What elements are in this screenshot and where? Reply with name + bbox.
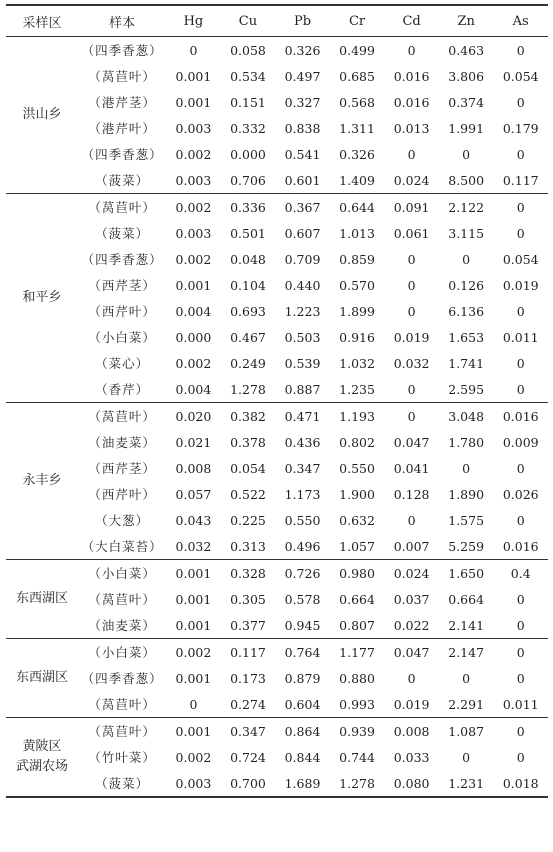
pb-cell: 0.887 [284, 381, 321, 397]
table-row [6, 63, 548, 89]
zn-cell: 0.664 [448, 591, 485, 607]
sample-cell: （油麦菜） [88, 435, 156, 450]
as-cell: 0 [516, 381, 525, 397]
sample-cell: （莴苣叶） [78, 403, 166, 430]
cr-cell: 1.409 [339, 172, 375, 188]
zn-cell: 0 [462, 251, 471, 267]
sample-cell: （小白菜） [78, 639, 166, 666]
pb-cell: 0.945 [284, 617, 321, 633]
cd-cell: 0.047 [393, 434, 430, 450]
cu-cell: 0.305 [230, 591, 266, 607]
hg-cell: 0.003 [175, 225, 212, 241]
cr-cell: 0.993 [339, 696, 375, 712]
cd-cell: 0.033 [393, 749, 430, 765]
sample-cell: （港芹叶） [88, 121, 156, 136]
pb-cell: 0.327 [284, 94, 321, 110]
zn-cell: 1.087 [439, 718, 494, 745]
hg-cell: 0.057 [175, 486, 212, 502]
region-cell [6, 403, 78, 560]
as-cell: 0.016 [502, 538, 539, 554]
cr-cell: 1.057 [339, 538, 375, 554]
as-cell: 0 [516, 460, 525, 476]
hg-cell: 0.001 [175, 277, 212, 293]
table-row [6, 770, 548, 797]
pb-cell: 0.496 [284, 538, 321, 554]
zn-cell: 5.259 [448, 538, 485, 554]
zn-cell: 1.780 [448, 434, 485, 450]
cr-cell: 0.499 [339, 42, 375, 58]
hg-cell: 0.002 [166, 194, 221, 221]
sample-cell: （莴苣叶） [78, 718, 166, 745]
hg-cell: 0.032 [175, 538, 212, 554]
sample-cell: （莴苣叶） [88, 69, 156, 84]
cr-cell: 0.685 [339, 68, 375, 84]
as-cell: 0 [493, 194, 548, 221]
sample-cell: （四季香葱） [81, 671, 163, 686]
cd-cell: 0.037 [393, 591, 430, 607]
sample-cell: （大白菜苔） [81, 539, 163, 554]
cd-cell: 0.032 [393, 355, 430, 371]
cd-cell: 0.019 [393, 329, 430, 345]
zn-cell: 2.122 [439, 194, 494, 221]
cu-cell: 0.467 [230, 329, 266, 345]
pb-cell: 0.604 [284, 696, 321, 712]
pb-cell: 0.503 [284, 329, 321, 345]
zn-cell: 0 [462, 460, 471, 476]
zn-cell: 0 [462, 749, 471, 765]
cd-cell: 0 [407, 303, 416, 319]
hg-cell: 0.001 [166, 718, 221, 745]
as-cell: 0.011 [502, 329, 539, 345]
hg-cell: 0.000 [175, 329, 212, 345]
hg-cell: 0.001 [175, 68, 212, 84]
sample-cell: （西芹茎） [88, 461, 156, 476]
cr-cell: 0.802 [339, 434, 375, 450]
cu-cell: 0.104 [230, 277, 266, 293]
cd-cell: 0.061 [393, 225, 430, 241]
cr-cell: 0.550 [339, 460, 375, 476]
sample-cell: （菜心） [95, 356, 150, 371]
zn-cell: 1.991 [448, 120, 485, 136]
hg-cell: 0 [189, 696, 198, 712]
cd-cell: 0.128 [393, 486, 430, 502]
zn-cell: 0 [462, 146, 471, 162]
hg-cell: 0.008 [175, 460, 212, 476]
as-cell: 0.016 [493, 403, 548, 430]
cr-cell: 0.326 [339, 146, 375, 162]
cr-cell: 1.278 [330, 770, 385, 797]
cu-cell: 0.336 [221, 194, 276, 221]
cd-cell: 0 [407, 277, 416, 293]
region-cell [6, 37, 78, 194]
as-cell: 0 [493, 718, 548, 745]
cr-cell: 1.013 [339, 225, 375, 241]
cr-cell: 0.744 [339, 749, 375, 765]
pb-cell: 0.764 [275, 639, 330, 666]
sample-cell: （四季香葱） [81, 252, 163, 267]
cr-cell: 0.664 [339, 591, 375, 607]
hg-cell: 0.001 [175, 670, 212, 686]
header-cr: Cr [330, 5, 385, 37]
cr-cell: 0.939 [330, 718, 385, 745]
header-sample: 样本 [78, 5, 166, 37]
sample-cell: （香芹） [95, 382, 150, 397]
cd-cell: 0.016 [393, 94, 430, 110]
hg-cell: 0.002 [175, 146, 212, 162]
hg-cell: 0.003 [175, 172, 212, 188]
cu-cell: 0.382 [221, 403, 276, 430]
cd-cell: 0 [407, 146, 416, 162]
sample-cell: （四季香葱） [81, 43, 163, 58]
cd-cell: 0 [407, 251, 416, 267]
header-cd: Cd [384, 5, 439, 37]
hg-cell: 0.002 [175, 355, 212, 371]
as-cell: 0 [516, 512, 525, 528]
zn-cell: 3.115 [448, 225, 485, 241]
as-cell: 0 [516, 303, 525, 319]
cu-cell: 1.278 [230, 381, 266, 397]
as-cell: 0.179 [502, 120, 539, 136]
cr-cell: 1.177 [330, 639, 385, 666]
table-row [6, 272, 548, 298]
pb-cell: 1.689 [275, 770, 330, 797]
sample-cell: （莴苣叶） [88, 697, 156, 712]
cr-cell: 0.570 [339, 277, 375, 293]
region-cell [6, 639, 78, 718]
as-cell: 0 [493, 639, 548, 666]
zn-cell: 1.231 [439, 770, 494, 797]
sample-cell: （莴苣叶） [78, 194, 166, 221]
sample-cell: （小白菜） [78, 560, 166, 587]
cr-cell: 0.980 [330, 560, 385, 587]
pb-cell: 0.864 [275, 718, 330, 745]
table-row [6, 37, 548, 64]
hg-cell: 0.003 [175, 120, 212, 136]
cu-cell: 0.048 [230, 251, 266, 267]
cd-cell: 0.022 [393, 617, 430, 633]
as-cell: 0 [516, 94, 525, 110]
table-row [6, 167, 548, 194]
pb-cell: 0.539 [284, 355, 321, 371]
cr-cell: 1.899 [339, 303, 375, 319]
header-cu: Cu [221, 5, 276, 37]
sample-cell: （西芹叶） [88, 487, 156, 502]
cu-cell: 0.249 [230, 355, 266, 371]
hg-cell: 0.001 [175, 94, 212, 110]
zn-cell: 1.653 [448, 329, 485, 345]
cd-cell: 0 [384, 403, 439, 430]
table-row [6, 507, 548, 533]
table-row [6, 194, 548, 221]
region-label-line: 武湖农场 [16, 759, 69, 774]
zn-cell: 1.575 [448, 512, 485, 528]
pb-cell: 0.578 [284, 591, 321, 607]
hg-cell: 0.002 [175, 251, 212, 267]
table-row [6, 612, 548, 639]
cu-cell: 0.377 [230, 617, 266, 633]
cu-cell: 0.328 [221, 560, 276, 587]
cr-cell: 1.032 [339, 355, 375, 371]
header-pb: Pb [275, 5, 330, 37]
sample-cell: （四季香葱） [81, 147, 163, 162]
table-row [6, 350, 548, 376]
cu-cell: 0.693 [230, 303, 266, 319]
table-row [6, 220, 548, 246]
pb-cell: 0.497 [284, 68, 321, 84]
cu-cell: 0.000 [230, 146, 266, 162]
pb-cell: 0.541 [284, 146, 321, 162]
hg-cell: 0.002 [166, 639, 221, 666]
as-cell: 0.054 [502, 68, 539, 84]
zn-cell: 1.741 [448, 355, 485, 371]
as-cell: 0.026 [502, 486, 539, 502]
table-row [6, 665, 548, 691]
sample-cell: （菠菜） [78, 770, 166, 797]
cr-cell: 1.193 [330, 403, 385, 430]
table-body [6, 37, 548, 798]
sample-cell: （港芹茎） [88, 95, 156, 110]
cd-cell: 0.024 [393, 172, 430, 188]
as-cell: 0 [516, 670, 525, 686]
table-row [6, 246, 548, 272]
as-cell: 0 [516, 225, 525, 241]
header-hg: Hg [166, 5, 221, 37]
cu-cell: 0.173 [230, 670, 266, 686]
zn-cell: 2.595 [448, 381, 485, 397]
cd-cell: 0 [407, 670, 416, 686]
table-row [6, 533, 548, 560]
as-cell: 0.018 [493, 770, 548, 797]
cr-cell: 0.568 [339, 94, 375, 110]
as-cell: 0 [516, 42, 525, 58]
as-cell: 0.019 [502, 277, 539, 293]
cu-cell: 0.706 [230, 172, 266, 188]
sample-cell: （菠菜） [95, 173, 150, 188]
cu-cell: 0.117 [221, 639, 276, 666]
pb-cell: 0.471 [275, 403, 330, 430]
zn-cell: 2.291 [448, 696, 485, 712]
cr-cell: 1.900 [339, 486, 375, 502]
table-row [6, 586, 548, 612]
table-row [6, 115, 548, 141]
table-row [6, 691, 548, 718]
zn-cell: 6.136 [448, 303, 485, 319]
hg-cell: 0.001 [175, 591, 212, 607]
cd-cell: 0.091 [384, 194, 439, 221]
cd-cell: 0.007 [393, 538, 430, 554]
hg-cell: 0.002 [175, 749, 212, 765]
pb-cell: 1.173 [284, 486, 321, 502]
region-label-line: 黄陂区 [22, 739, 62, 754]
cu-cell: 0.313 [230, 538, 266, 554]
pb-cell: 0.326 [284, 42, 321, 58]
cu-cell: 0.378 [230, 434, 266, 450]
as-cell: 0 [516, 617, 525, 633]
sample-cell: （莴苣叶） [88, 592, 156, 607]
table-row [6, 744, 548, 770]
cd-cell: 0.041 [393, 460, 430, 476]
pb-cell: 0.367 [275, 194, 330, 221]
region-label-line: 东西湖区 [16, 591, 69, 606]
zn-cell: 0.374 [448, 94, 485, 110]
table-row [6, 403, 548, 430]
cu-cell: 0.724 [230, 749, 266, 765]
cu-cell: 0.700 [221, 770, 276, 797]
table-row [6, 141, 548, 167]
cr-cell: 0.880 [339, 670, 375, 686]
hg-cell: 0 [189, 42, 198, 58]
table-row [6, 639, 548, 666]
as-cell: 0.054 [502, 251, 539, 267]
pb-cell: 0.879 [284, 670, 321, 686]
cu-cell: 0.347 [221, 718, 276, 745]
cr-cell: 1.311 [339, 120, 375, 136]
cd-cell: 0.047 [384, 639, 439, 666]
zn-cell: 0.463 [448, 42, 485, 58]
hg-cell: 0.003 [166, 770, 221, 797]
table-row [6, 455, 548, 481]
cu-cell: 0.054 [230, 460, 266, 476]
sample-cell: （西芹茎） [88, 278, 156, 293]
header-zn: Zn [439, 5, 494, 37]
pb-cell: 0.601 [284, 172, 321, 188]
pb-cell: 1.223 [284, 303, 321, 319]
region-label-line: 永丰乡 [22, 473, 62, 488]
as-cell: 0 [516, 591, 525, 607]
cu-cell: 0.501 [230, 225, 266, 241]
as-cell: 0.009 [502, 434, 539, 450]
sample-cell: （西芹叶） [88, 304, 156, 319]
region-label-line: 东西湖区 [16, 670, 69, 685]
as-cell: 0 [516, 355, 525, 371]
zn-cell: 0 [462, 670, 471, 686]
table-row [6, 718, 548, 745]
cu-cell: 0.151 [230, 94, 266, 110]
table-row [6, 376, 548, 403]
cu-cell: 0.332 [230, 120, 266, 136]
as-cell: 0 [516, 749, 525, 765]
table-row [6, 481, 548, 507]
pb-cell: 0.347 [284, 460, 321, 476]
cd-cell: 0.080 [384, 770, 439, 797]
header-as: As [493, 5, 548, 37]
header-region: 采样区 [6, 5, 78, 37]
hg-cell: 0.020 [166, 403, 221, 430]
pb-cell: 0.550 [284, 512, 321, 528]
pb-cell: 0.838 [284, 120, 321, 136]
as-cell: 0.011 [502, 696, 539, 712]
table-row [6, 89, 548, 115]
table-row [6, 560, 548, 587]
table-row [6, 298, 548, 324]
cd-cell: 0.008 [384, 718, 439, 745]
as-cell: 0 [516, 146, 525, 162]
cu-cell: 0.274 [230, 696, 266, 712]
cu-cell: 0.534 [230, 68, 266, 84]
cu-cell: 0.225 [230, 512, 266, 528]
cr-cell: 0.632 [339, 512, 375, 528]
sample-cell: （菠菜） [95, 226, 150, 241]
cu-cell: 0.058 [230, 42, 266, 58]
sample-cell: （小白菜） [88, 330, 156, 345]
region-cell [6, 194, 78, 403]
cr-cell: 0.859 [339, 251, 375, 267]
zn-cell: 2.141 [448, 617, 485, 633]
pb-cell: 0.440 [284, 277, 321, 293]
cr-cell: 1.235 [339, 381, 375, 397]
as-cell: 0.4 [493, 560, 548, 587]
as-cell: 0.117 [502, 172, 539, 188]
header-row [6, 5, 548, 37]
sample-cell: （竹叶菜） [88, 750, 156, 765]
pb-cell: 0.844 [284, 749, 321, 765]
cd-cell: 0.016 [393, 68, 430, 84]
heavy-metal-table [6, 4, 548, 798]
zn-cell: 1.890 [448, 486, 485, 502]
hg-cell: 0.004 [175, 303, 212, 319]
region-cell [6, 560, 78, 639]
cd-cell: 0 [407, 381, 416, 397]
cu-cell: 0.522 [230, 486, 266, 502]
zn-cell: 3.806 [448, 68, 485, 84]
pb-cell: 0.436 [284, 434, 321, 450]
zn-cell: 0.126 [448, 277, 485, 293]
pb-cell: 0.607 [284, 225, 321, 241]
zn-cell: 1.650 [439, 560, 494, 587]
cd-cell: 0.019 [393, 696, 430, 712]
zn-cell: 2.147 [439, 639, 494, 666]
cd-cell: 0 [407, 42, 416, 58]
hg-cell: 0.004 [175, 381, 212, 397]
hg-cell: 0.001 [175, 617, 212, 633]
pb-cell: 0.709 [284, 251, 321, 267]
cd-cell: 0.013 [393, 120, 430, 136]
cd-cell: 0 [407, 512, 416, 528]
hg-cell: 0.043 [175, 512, 212, 528]
cr-cell: 0.916 [339, 329, 375, 345]
region-label-line: 洪山乡 [22, 107, 62, 122]
region-label-line: 和平乡 [22, 290, 62, 305]
zn-cell: 3.048 [439, 403, 494, 430]
pb-cell: 0.726 [275, 560, 330, 587]
sample-cell: （油麦菜） [88, 618, 156, 633]
cr-cell: 0.807 [339, 617, 375, 633]
sample-cell: （大葱） [95, 513, 150, 528]
cr-cell: 0.644 [330, 194, 385, 221]
table-row [6, 324, 548, 350]
zn-cell: 8.500 [448, 172, 485, 188]
region-cell [6, 718, 78, 798]
hg-cell: 0.021 [175, 434, 212, 450]
hg-cell: 0.001 [166, 560, 221, 587]
table-row [6, 429, 548, 455]
cd-cell: 0.024 [384, 560, 439, 587]
